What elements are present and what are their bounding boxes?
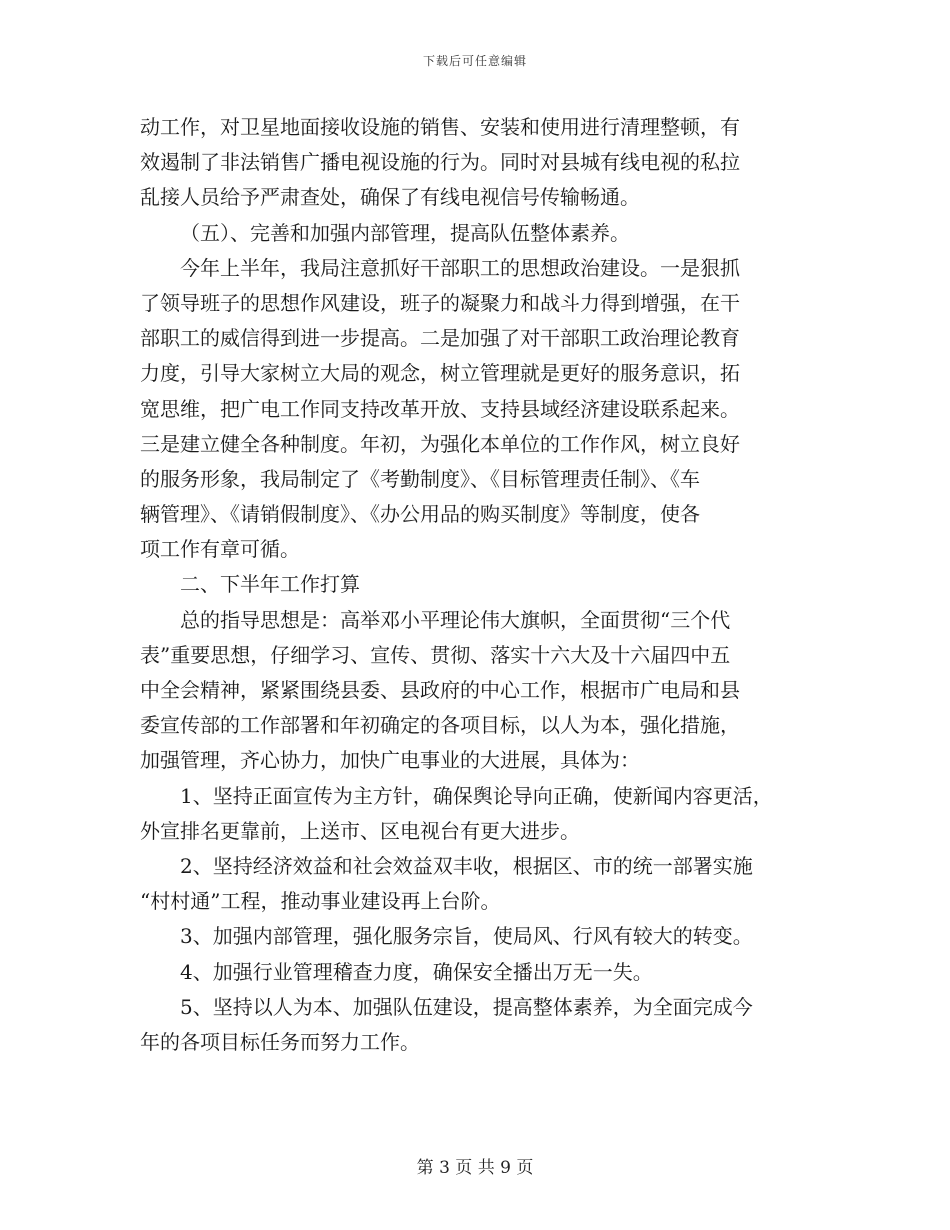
text-line: 效遏制了非法销售广播电视设施的行为。同时对县城有线电视的私拉 [140, 150, 740, 175]
text-line: 外宣排名更靠前，上送市、区电视台有更大进步。 [140, 818, 580, 843]
text-line: 三是建立健全各种制度。年初，为强化本单位的工作作风，树立良好 [140, 431, 740, 456]
text-line: 委宣传部的工作部署和年初确定的各项目标，以人为本，强化措施， [140, 713, 740, 738]
text-line: 动工作，对卫星地面接收设施的销售、安装和使用进行清理整顿，有 [140, 115, 740, 139]
text-line: 5、坚持以人为本、加强队伍建设，提高整体素养，为全面完成今 [180, 994, 753, 1019]
text-line: 4、加强行业管理稽查力度，确保安全播出万无一失。 [180, 959, 653, 984]
text-line: 辆管理》、《请销假制度》、《办公用品的购买制度》等制度，使各 [140, 502, 700, 527]
text-line: 3、加强内部管理，强化服务宗旨，使局风、行风有较大的转变。 [180, 924, 753, 949]
text-line: 中全会精神，紧紧围绕县委、县政府的中心工作，根据市广电局和县 [140, 678, 740, 702]
text-line: （五）、完善和加强内部管理，提高队伍整体素养。 [180, 220, 630, 245]
text-line: 项工作有章可循。 [140, 537, 300, 562]
text-line: “村村通”工程，推动事业建设再上台阶。 [140, 889, 501, 914]
text-line: 二、下半年工作打算 [180, 572, 360, 597]
text-line: 年的各项目标任务而努力工作。 [140, 1029, 420, 1054]
text-line: 表”重要思想，仔细学习、宣传、贯彻、落实十六大及十六届四中五 [140, 642, 731, 667]
text-line: 的服务形象，我局制定了《考勤制度》、《目标管理责任制》、《车 [140, 466, 700, 491]
text-line: 今年上半年，我局注意抓好干部职工的思想政治建设。一是狠抓 [180, 255, 740, 280]
text-line: 乱接人员给予严肃查处，确保了有线电视信号传输畅通。 [140, 185, 640, 210]
text-line: 部职工的威信得到进一步提高。二是加强了对干部职工政治理论教育 [140, 326, 740, 351]
document-body [140, 110, 820, 1060]
text-line: 宽思维，把广电工作同支持改革开放、支持县域经济建设联系起来。 [140, 396, 740, 421]
text-line: 2、坚持经济效益和社会效益双丰收，根据区、市的统一部署实施 [180, 853, 753, 878]
text-line: 力度，引导大家树立大局的观念，树立管理就是更好的服务意识，拓 [140, 361, 740, 386]
page-footer: 第 3 页 共 9 页 [416, 1158, 534, 1178]
text-line: 1、坚持正面宣传为主方针，确保舆论导向正确，使新闻内容更活， [180, 783, 773, 808]
text-line: 了领导班子的思想作风建设，班子的凝聚力和战斗力得到增强，在干 [140, 290, 740, 315]
text-line: 总的指导思想是：高举邓小平理论伟大旗帜，全面贯彻“三个代 [180, 607, 731, 632]
text-line: 加强管理，齐心协力，加快广电事业的大进展，具体为： [140, 748, 640, 773]
page-header: 下载后可任意编辑 [422, 54, 527, 68]
